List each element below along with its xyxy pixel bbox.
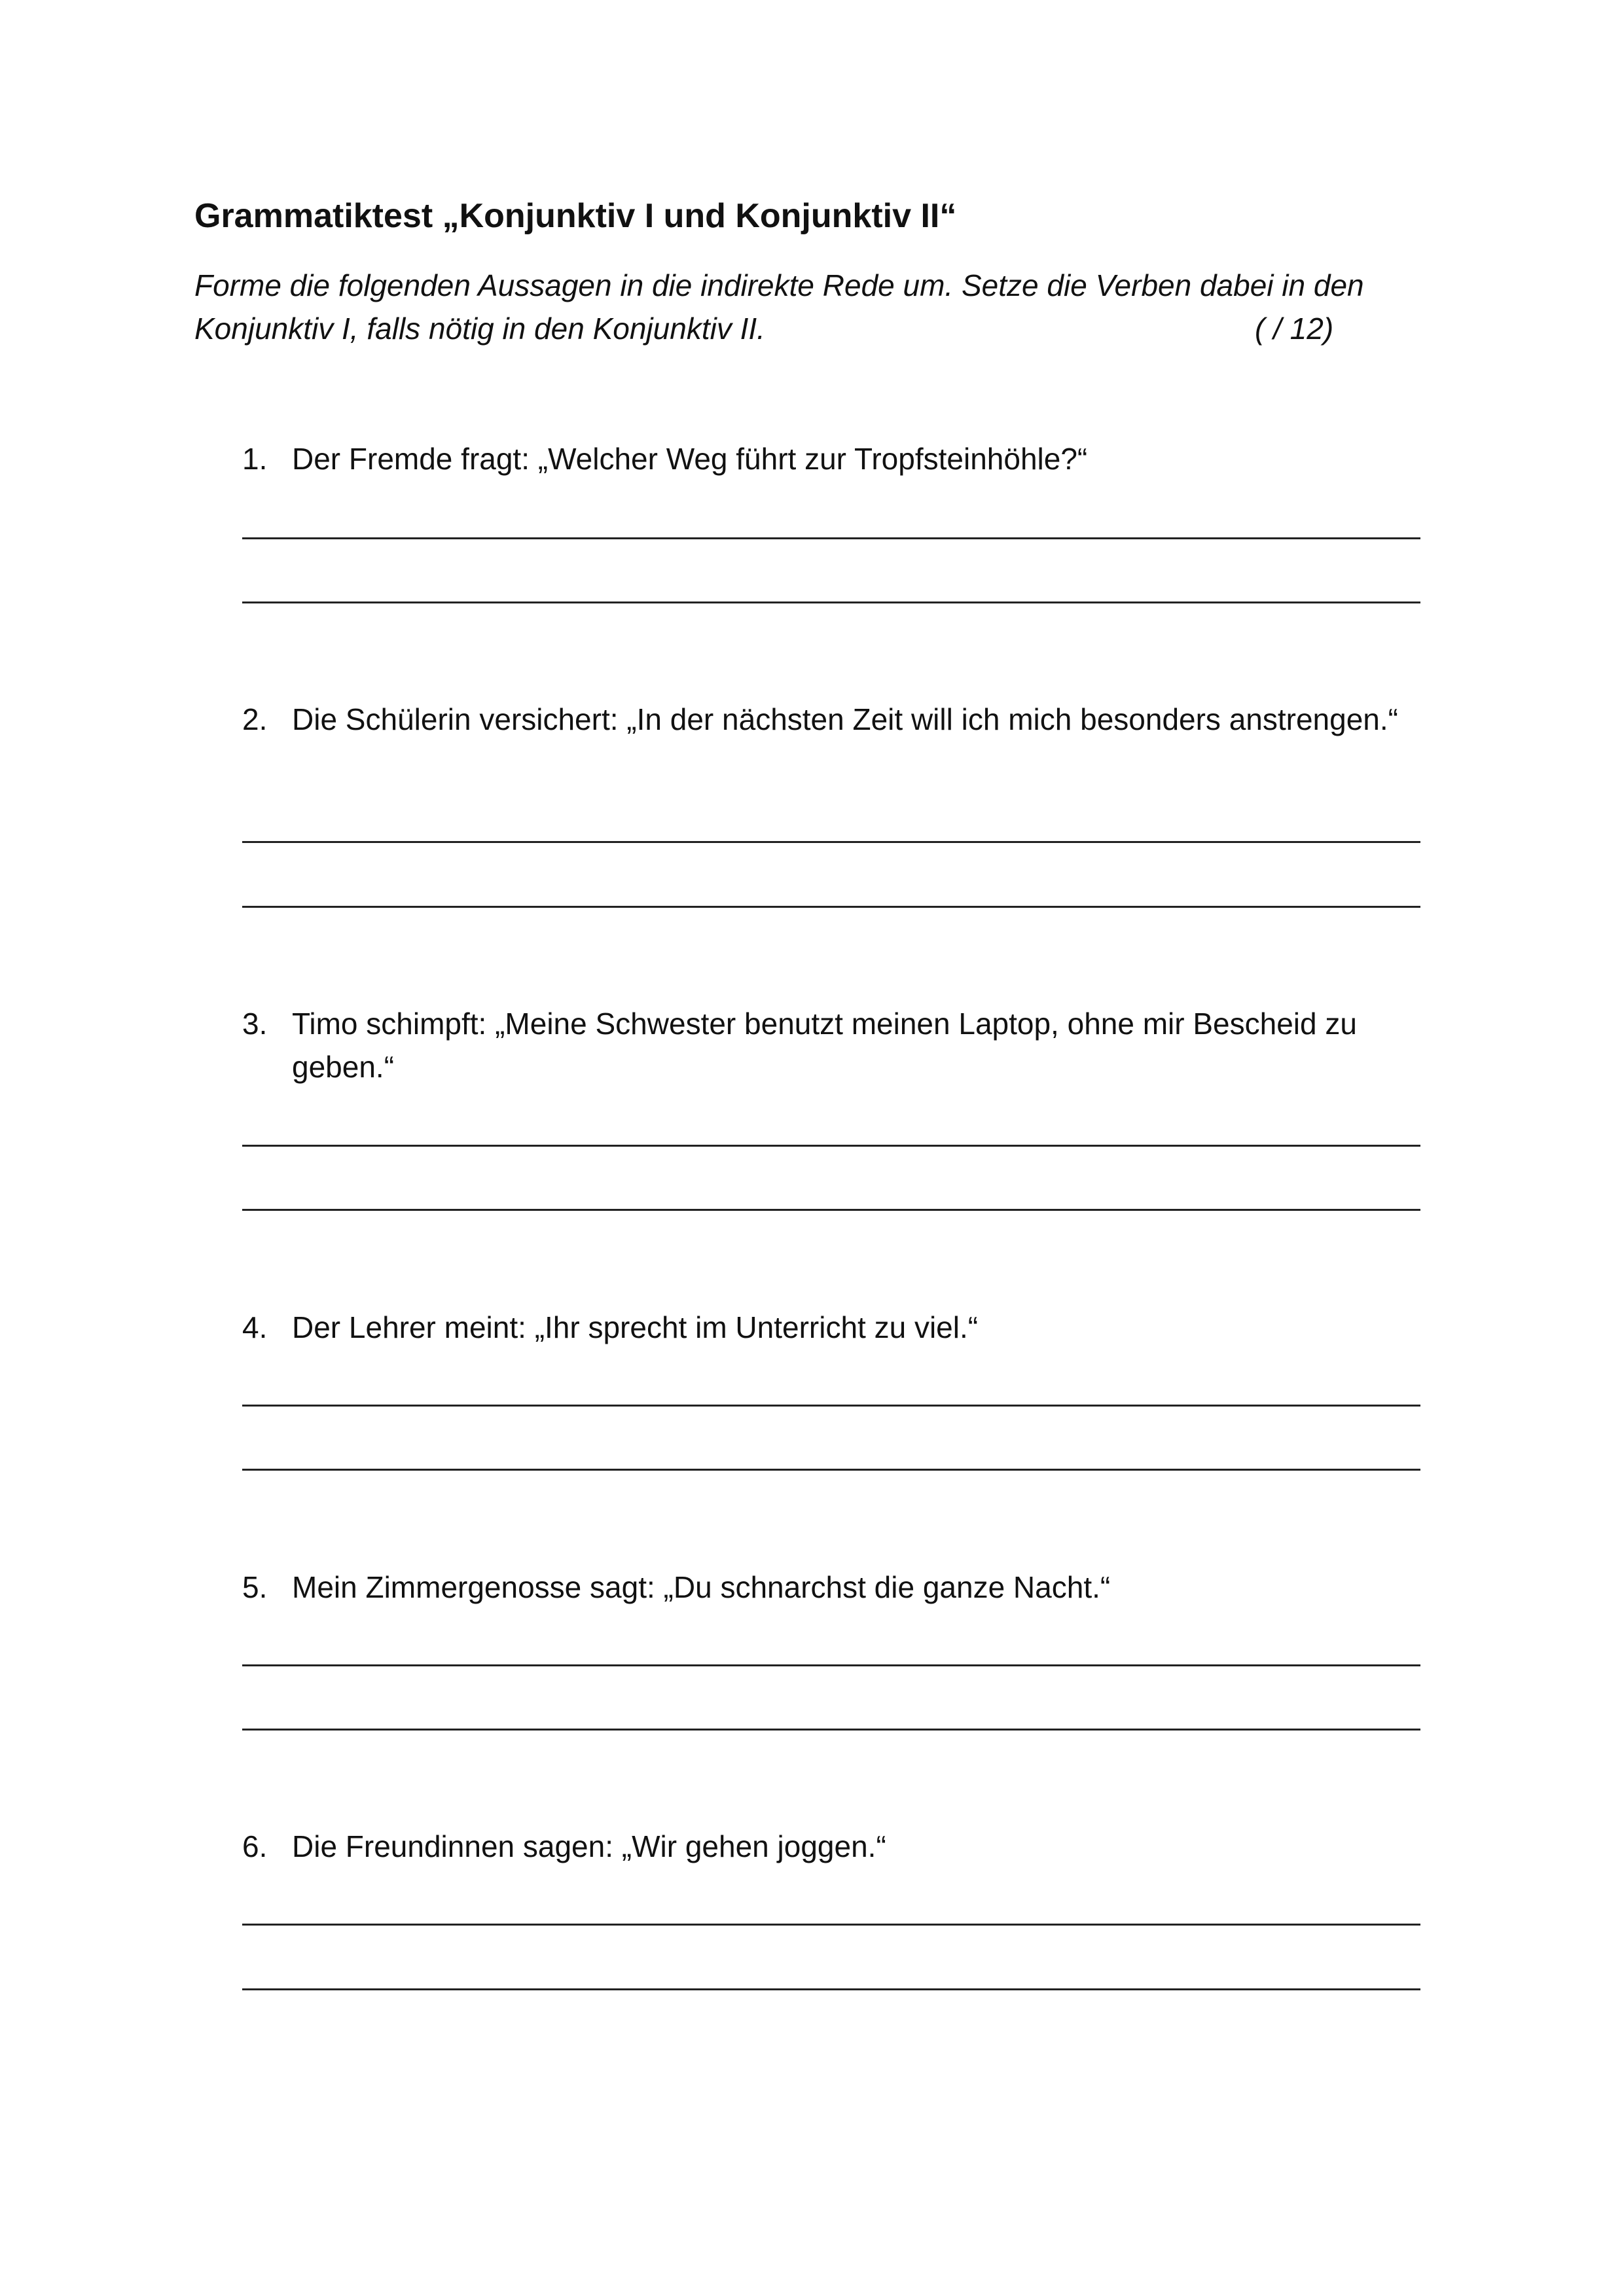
task-text: Mein Zimmergenosse sagt: „Du schnarchst die ganze Nacht.“ [292, 1570, 1111, 1604]
answer-line-4a[interactable] [242, 1405, 1420, 1407]
task-number: 1. [242, 442, 268, 476]
answer-line-3a[interactable] [242, 1145, 1420, 1147]
worksheet-title: Grammatiktest „Konjunktiv I und Konjunktiv II“ [194, 197, 957, 235]
task-text: Timo schimpft: „Meine Schwester benutzt meinen Laptop, ohne mir Bescheid zu geben.“ [292, 1007, 1357, 1084]
answer-line-5a[interactable] [242, 1664, 1420, 1666]
answer-line-2b[interactable] [242, 906, 1420, 908]
answer-line-6a[interactable] [242, 1924, 1420, 1926]
task-1 [242, 437, 1420, 480]
task-text: Die Freundinnen sagen: „Wir gehen joggen.“ [292, 1829, 886, 1863]
task-text: Die Schülerin versichert: „In der nächsten Zeit will ich mich besonders anstrengen.“ [292, 702, 1398, 736]
answer-line-6b[interactable] [242, 1988, 1420, 1990]
task-3 [242, 1002, 1420, 1088]
task-6 [242, 1825, 1420, 1868]
task-number: 5. [242, 1570, 268, 1604]
task-number: 2. [242, 702, 268, 736]
task-text: Der Fremde fragt: „Welcher Weg führt zur Tropfsteinhöhle?“ [292, 442, 1088, 476]
task-5 [242, 1566, 1420, 1609]
instructions-line-1: Forme die folgenden Aussagen in die indirekte Rede um. Setze die Verben dabei in den [194, 268, 1364, 302]
task-number: 3. [242, 1007, 268, 1041]
instructions [194, 264, 1438, 350]
instructions-line-2: Konjunktiv I, falls nötig in den Konjunktiv II. [194, 312, 765, 346]
answer-line-3b[interactable] [242, 1209, 1420, 1211]
answer-line-1b[interactable] [242, 601, 1420, 603]
answer-line-4b[interactable] [242, 1469, 1420, 1471]
task-4 [242, 1306, 1420, 1349]
task-text: Der Lehrer meint: „Ihr sprecht im Unterricht zu viel.“ [292, 1310, 979, 1344]
answer-line-2a[interactable] [242, 841, 1420, 843]
answer-line-1a[interactable] [242, 537, 1420, 539]
score-box: ( / 12) [1255, 312, 1334, 346]
task-number: 4. [242, 1310, 268, 1344]
answer-line-5b[interactable] [242, 1729, 1420, 1731]
task-2 [242, 698, 1420, 741]
task-number: 6. [242, 1829, 268, 1863]
